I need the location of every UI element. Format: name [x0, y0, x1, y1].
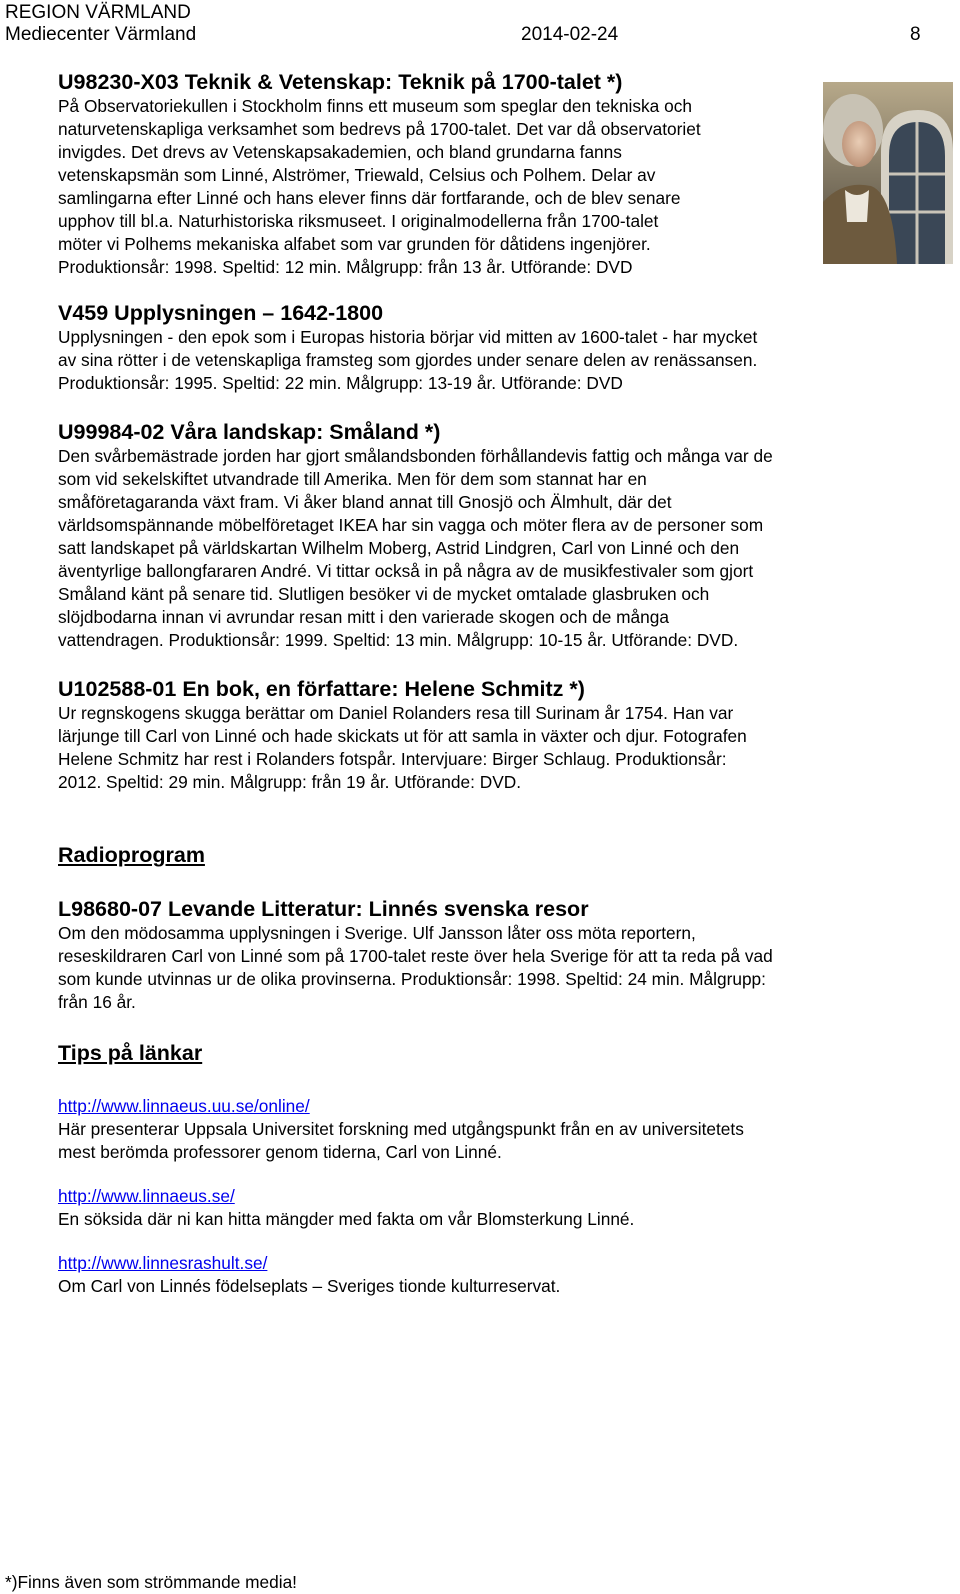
link-linnaeus-se[interactable]: http://www.linnaeus.se/: [58, 1186, 235, 1206]
entry-line: naturvetenskapliga verksamhet som bedrevs på 1700-talet. Det var då observatoriet: [58, 119, 701, 139]
entry-line: äventyrlige ballongfararen André. Vi tittar också in på några av de musikfestivaler som gjort: [58, 561, 754, 581]
entry-line: småföretagaranda växt fram. Vi åker bland annat till Gnosjö och Älmhult, där det: [58, 492, 672, 512]
entry-line: reseskildraren Carl von Linné som på 1700-talet reste över hela Sverige för att ta reda på vad: [58, 946, 773, 966]
link-description: En söksida där ni kan hitta mängder med fakta om vår Blomsterkung Linné.: [58, 1209, 635, 1229]
entry-line: Ur regnskogens skugga berättar om Daniel Rolanders resa till Surinam år 1754. Han var: [58, 703, 734, 723]
entry-line: slöjdbodarna innan vi avrundar resan mitt i den varierade skogen och de många: [58, 607, 669, 627]
entry-line: möter vi Polhems mekaniska alfabet som var grunden för dåtidens ingenjörer.: [58, 234, 651, 254]
entry-line: invigdes. Det drevs av Vetenskapsakademien, och bland grundarna fanns: [58, 142, 622, 162]
entry-helene-schmitz: [58, 676, 920, 794]
entry-line: Helene Schmitz har rest i Rolanders fotspår. Intervjuare: Birger Schlaug. Produktionsår:: [58, 749, 727, 769]
entry-levande-litteratur: [58, 896, 920, 1014]
link-linnesrashult[interactable]: http://www.linnesrashult.se/: [58, 1253, 268, 1273]
organization-name: REGION VÄRMLAND: [5, 2, 191, 23]
section-heading: Tips på länkar: [58, 1041, 203, 1065]
entry-line: satt landskapet på världskartan Wilhelm Moberg, Astrid Lindgren, Carl von Linné och den: [58, 538, 740, 558]
entry-line: Om den mödosamma upplysningen i Sverige. Ulf Jansson låter oss möta reportern,: [58, 923, 696, 943]
page-number: 8: [910, 24, 921, 45]
entry-line: Småland känt på senare tid. Slutligen besöker vi de mycket omtalade glasbruken och: [58, 584, 710, 604]
entry-line: samlingarna efter Linné och hans elever finns där fortfarande, och de blev senare: [58, 188, 681, 208]
entry-line: Den svårbemästrade jorden har gjort smålandsbonden förhållandevis fattig och många var de: [58, 446, 773, 466]
link-description: Här presenterar Uppsala Universitet forskning med utgångspunkt från en av universitetets: [58, 1119, 744, 1139]
entry-upplysningen: [58, 300, 920, 395]
entry-line: av sina rötter i de vetenskapliga framsteg som gjordes under senare delen av renässansen.: [58, 350, 758, 370]
entry-title: L98680-07 Levande Litteratur: Linnés svenska resor: [58, 897, 589, 921]
entry-line: Produktionsår: 1995. Speltid: 22 min. Målgrupp: 13-19 år. Utförande: DVD: [58, 373, 623, 393]
entry-line: Upplysningen - den epok som i Europas historia börjar vid mitten av 1600-talet - har mycket: [58, 327, 758, 347]
entry-line: Produktionsår: 1998. Speltid: 12 min. Målgrupp: från 13 år. Utförande: DVD: [58, 257, 633, 277]
entry-title: U98230-X03 Teknik & Vetenskap: Teknik på 1700-talet *): [58, 70, 623, 94]
entry-smaland: [58, 419, 920, 652]
entry-line: upphov till bl.a. Naturhistoriska riksmuseet. I originalmodellerna från 1700-talet: [58, 211, 659, 231]
link-entry: [58, 1252, 920, 1298]
entry-line: vetenskapsmän som Linné, Alströmer, Triewald, Celsius och Polhem. Delar av: [58, 165, 656, 185]
section-heading: Radioprogram: [58, 843, 205, 867]
entry-line: som vid sekelskiftet utvandrade till Amerika. Men för dem som stannat har en: [58, 469, 647, 489]
entry-line: världsomspännande möbelföretaget IKEA har sin vagga och möter flera av de personer som: [58, 515, 764, 535]
entry-title: U99984-02 Våra landskap: Småland *): [58, 420, 441, 444]
link-description: Om Carl von Linnés födelseplats – Sveriges tionde kulturreservat.: [58, 1276, 561, 1296]
entry-line: På Observatoriekullen i Stockholm finns ett museum som speglar den tekniska och: [58, 96, 692, 116]
entry-line: vattendragen. Produktionsår: 1999. Speltid: 13 min. Målgrupp: 10-15 år. Utförande: DVD.: [58, 630, 739, 650]
footer-note: *)Finns även som strömmande media!: [5, 1572, 297, 1592]
link-entry: [58, 1185, 920, 1231]
entry-line: från 16 år.: [58, 992, 136, 1012]
document-date: 2014-02-24: [521, 24, 619, 45]
department-name: Mediecenter Värmland: [5, 24, 197, 45]
entry-title: V459 Upplysningen – 1642-1800: [58, 301, 384, 325]
entry-teknik-1700: [58, 69, 920, 279]
section-radio: [58, 842, 920, 868]
link-entry: [58, 1095, 920, 1164]
section-tips: [58, 1040, 920, 1066]
entry-title: U102588-01 En bok, en författare: Helene Schmitz *): [58, 677, 585, 701]
entry-line: som kunde utvinnas ur de olika provinserna. Produktionsår: 1998. Speltid: 24 min. Målgrupp:: [58, 969, 766, 989]
entry-line: lärjunge till Carl von Linné och hade skickats ut för att samla in växter och djur. Fotografen: [58, 726, 747, 746]
link-description: mest berömda professorer genom tiderna, Carl von Linné.: [58, 1142, 502, 1162]
entry-line: 2012. Speltid: 29 min. Målgrupp: från 19 år. Utförande: DVD.: [58, 772, 522, 792]
link-linnaeus-uu[interactable]: http://www.linnaeus.uu.se/online/: [58, 1096, 310, 1116]
